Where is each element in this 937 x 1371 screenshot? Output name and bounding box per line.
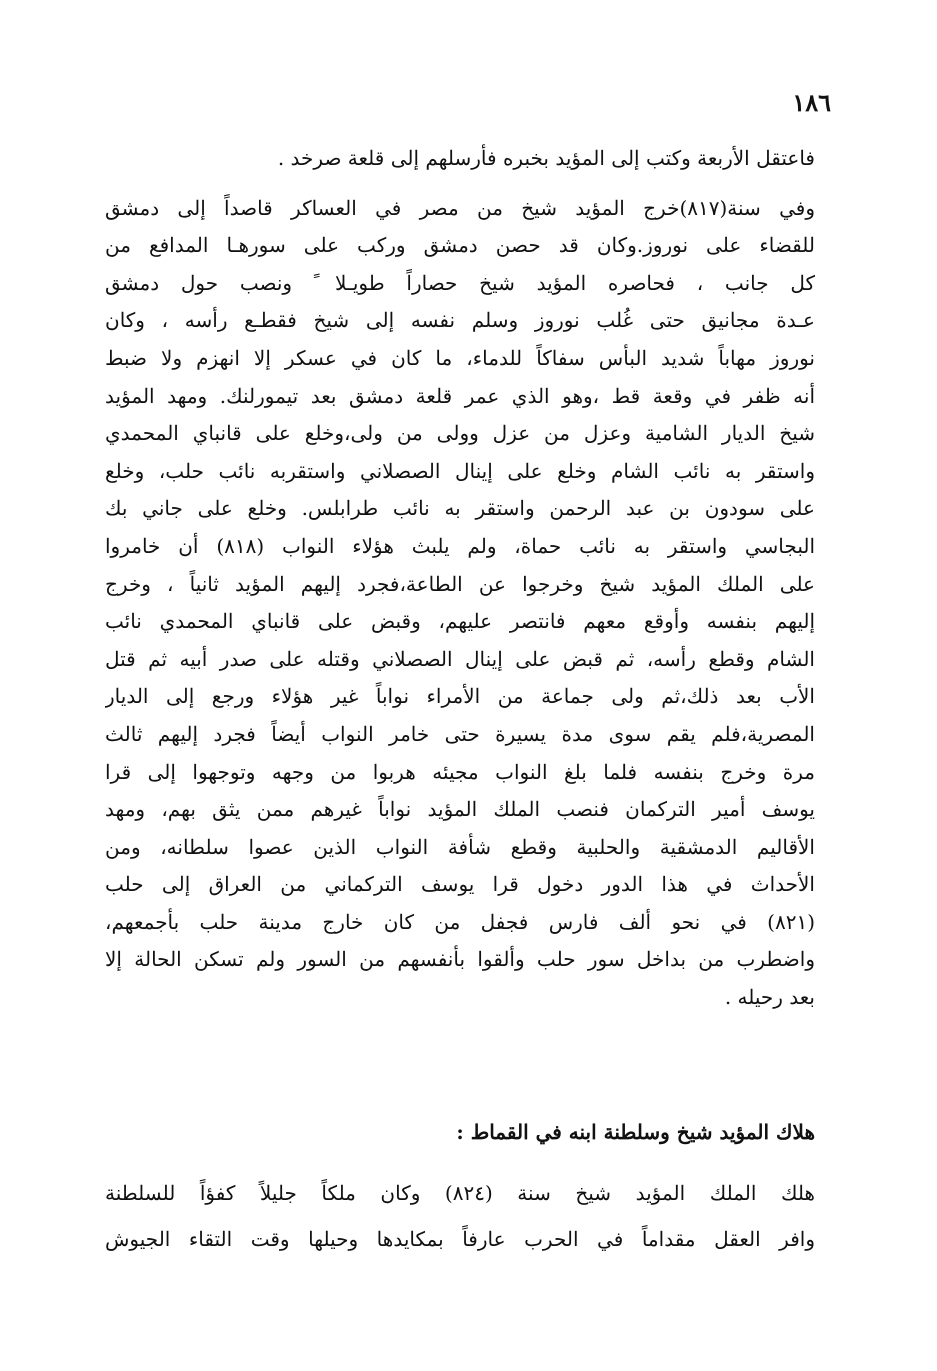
section-heading: هلاك المؤيد شيخ وسلطنة ابنه في القماط : bbox=[456, 1120, 815, 1144]
paragraph-line: واضطرب من بداخل سور حلب وألقوا بأنفسهم من السور ولم تسكن الحالة إلا bbox=[105, 947, 815, 972]
paragraph-line: كل جانب ، فحاصره المؤيد شيخ حصاراً طويـلا ً ونصب حول دمشق bbox=[105, 270, 815, 295]
paragraph-line: يوسف أمير التركمان فنصب الملك المؤيد نواباً غيرهم ممن يثق بهم، ومهد bbox=[105, 797, 815, 822]
paragraph-line: عـدة مجانيق حتى غُلب نوروز وسلم نفسه إلى شيخ فقطـع رأسه ، وكان bbox=[105, 308, 815, 333]
main-text bbox=[105, 140, 815, 1017]
paragraph-line: (٨٢١) في نحو ألف فارس فجفل من كان خارج مدينة حلب بأجمعهم، bbox=[105, 909, 815, 934]
paragraph-line: إليهم بنفسه وأوقع معهم فانتصر عليهم، وقبض على قانباي المحمدي نائب bbox=[105, 609, 815, 634]
paragraph-line: أنه ظفر في وقعة قط ،وهو الذي عمر قلعة دمشق بعد تيمورلنك. ومهد المؤيد bbox=[105, 383, 815, 408]
section-text bbox=[105, 1170, 815, 1262]
paragraph-line: الأحداث في هذا الدور دخول قرا يوسف التركماني من العراق إلى حلب bbox=[105, 872, 815, 897]
paragraph-line: الأقاليم الدمشقية والحلبية وقطع شأفة النواب الذين عصوا سلطانه، ومن bbox=[105, 834, 815, 859]
paragraph-line: البجاسي واستقر به نائب حماة، ولم يلبث هؤلاء النواب (٨١٨) أن خامروا bbox=[105, 533, 815, 558]
paragraph-line: نوروز مهاباً شديد البأس سفاكاً للدماء، ما كان في عسكر إلا انهزم ولا ضبط bbox=[105, 345, 815, 370]
paragraph-line: المصرية،فلم يقم سوى مدة يسيرة حتى خامر النواب أيضاً فجرد إليهم ثالث bbox=[105, 721, 815, 746]
paragraph-line: فاعتقل الأربعة وكتب إلى المؤيد بخبره فأرسلهم إلى قلعة صرخد . bbox=[277, 146, 815, 170]
paragraph-line: الأب بعد ذلك،ثم ولى جماعة من الأمراء نواباً غير هؤلاء ورجع إلى الديار bbox=[105, 684, 815, 709]
paragraph-line: على سودون بن عبد الرحمن واستقر به نائب طرابلس. وخلع على جاني بك bbox=[105, 496, 815, 521]
paragraph-line: على الملك المؤيد شيخ وخرجوا عن الطاعة،فجرد إليهم المؤيد ثانياً ، وخرج bbox=[105, 571, 815, 596]
page-number: ١٨٦ bbox=[792, 88, 831, 117]
paragraph-line: واستقر به نائب الشام وخلع على إينال الصصلاني واستقربه نائب حلب، وخلع bbox=[105, 458, 815, 483]
paragraph-line: الشام وقطع رأسه، ثم قبض على إينال الصصلاني وقتله على صدر أبيه ثم قتل bbox=[105, 646, 815, 671]
paragraph-line: بعد رحيله . bbox=[724, 985, 815, 1010]
paragraph-line: هلك الملك المؤيد شيخ سنة (٨٢٤) وكان ملكاً جليلاً كفؤاً للسلطنة bbox=[105, 1181, 815, 1205]
paragraph-line: للقضاء على نوروز.وكان قد حصن دمشق وركب على سورهـا المدافع من bbox=[105, 233, 815, 258]
paragraph-line: وافر العقل مقداماً في الحرب عارفاً بمكايدها وحيلها وقت التقاء الجيوش bbox=[105, 1227, 815, 1251]
paragraph-line: وفي سنة(٨١٧)خرج المؤيد شيخ من مصر في العساكر قاصداً إلى دمشق bbox=[105, 195, 815, 220]
paragraph-line: مرة وخرج بنفسه فلما بلغ النواب مجيئه هربوا من وجهه وتوجهوا إلى قرا bbox=[105, 759, 815, 784]
paragraph-line: شيخ الديار الشامية وعزل من عزل وولى من ولى،وخلع على قانباي المحمدي bbox=[105, 421, 815, 446]
